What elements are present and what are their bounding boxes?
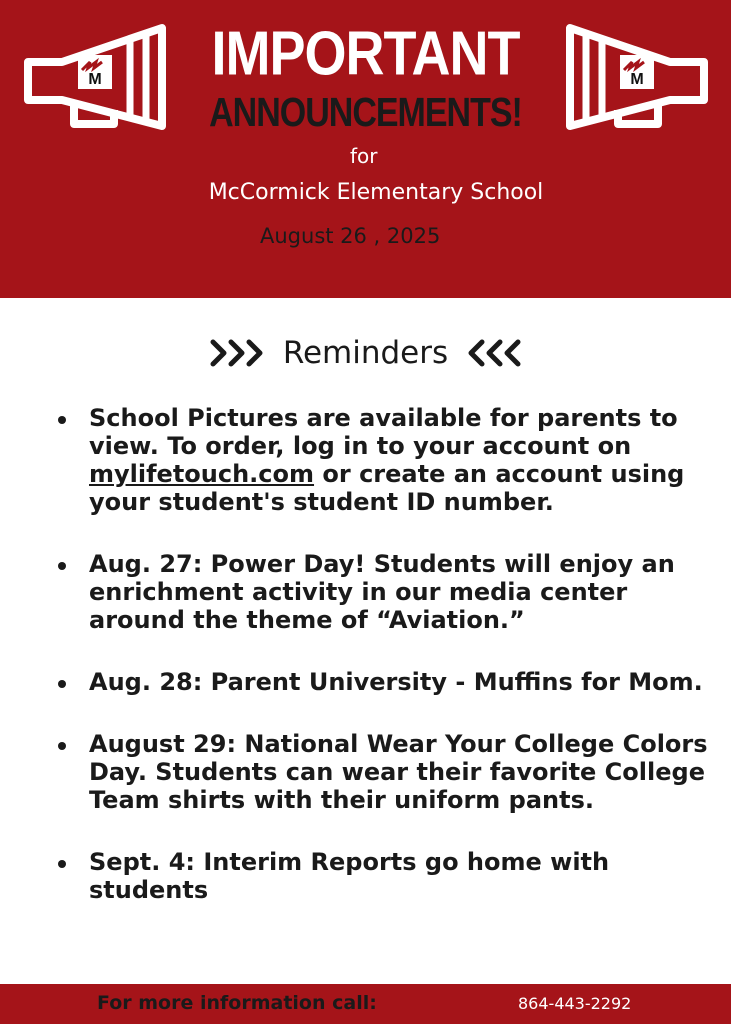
school-name: McCormick Elementary School bbox=[208, 180, 544, 205]
bullet bbox=[58, 860, 66, 868]
chevrons-right-icon bbox=[209, 338, 271, 368]
logo-text: M bbox=[630, 71, 644, 88]
footer-bar bbox=[0, 984, 731, 1024]
mylifetouch-link[interactable]: mylifetouch.com bbox=[89, 460, 315, 488]
chevrons-left-icon bbox=[460, 338, 522, 368]
item-text: Aug. 27: Power Day! Students will enjoy an enrichment activity in our media center around the theme of “Aviation.” bbox=[89, 550, 675, 634]
bullet bbox=[58, 562, 66, 570]
phone-number[interactable]: 864-443-2292 bbox=[518, 994, 632, 1013]
list-item bbox=[58, 668, 708, 696]
list-item bbox=[58, 730, 708, 814]
bullet bbox=[58, 742, 66, 750]
reminders-list bbox=[58, 404, 708, 938]
logo-text: M bbox=[88, 71, 102, 88]
list-item bbox=[58, 848, 708, 904]
item-text: August 29: National Wear Your College Colors Day. Students can wear their favorite College Team shirts with their uniform pants. bbox=[89, 730, 708, 814]
contact-label: For more information call: bbox=[97, 992, 377, 1014]
header-banner bbox=[0, 0, 731, 298]
for-label: for bbox=[350, 144, 378, 168]
item-text: or create an account using your student's student ID number. bbox=[89, 460, 685, 516]
subtitle: ANNOUNCEMENTS! bbox=[209, 90, 522, 136]
reminders-heading bbox=[0, 330, 731, 376]
list-item bbox=[58, 550, 708, 634]
title: IMPORTANT bbox=[211, 19, 520, 89]
item-text: School Pictures are available for parents to view. To order, log in to your account on bbox=[89, 404, 678, 460]
list-item bbox=[58, 404, 708, 516]
item-text: Aug. 28: Parent University - Muffins for Mom. bbox=[89, 668, 703, 696]
bullet bbox=[58, 680, 66, 688]
reminders-label: Reminders bbox=[282, 335, 449, 371]
item-text: Sept. 4: Interim Reports go home with students bbox=[89, 848, 610, 904]
bullet bbox=[58, 416, 66, 424]
date: August 26 , 2025 bbox=[260, 224, 441, 248]
